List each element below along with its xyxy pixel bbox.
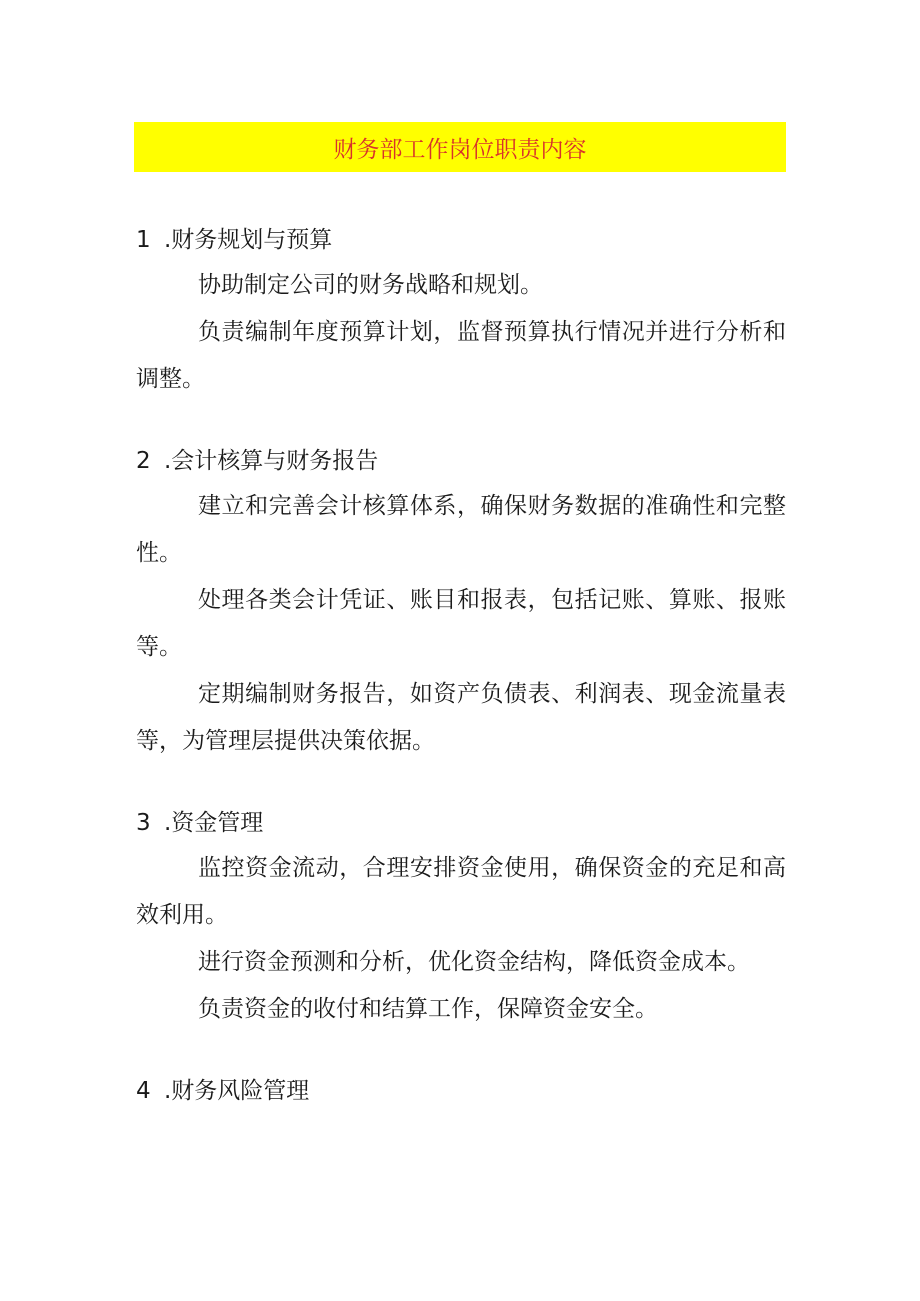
paragraph: 定期编制财务报告，如资产负债表、利润表、现金流量表等，为管理层提供决策依据。 bbox=[136, 681, 786, 754]
paragraph: 建立和完善会计核算体系，确保财务数据的准确性和完整性。 bbox=[136, 493, 786, 566]
section-number: 3 bbox=[136, 810, 151, 836]
section-heading bbox=[136, 801, 786, 845]
section-heading bbox=[136, 439, 786, 483]
section-number: 4 bbox=[136, 1078, 151, 1104]
document-body bbox=[136, 218, 786, 1149]
section-1 bbox=[136, 218, 786, 403]
section-number: 2 bbox=[136, 448, 151, 474]
section-4 bbox=[136, 1069, 786, 1113]
section-3 bbox=[136, 801, 786, 1033]
section-title: .财务风险管理 bbox=[164, 1078, 310, 1104]
paragraph: 负责资金的收付和结算工作，保障资金安全。 bbox=[198, 996, 658, 1022]
paragraph: 进行资金预测和分析，优化资金结构，降低资金成本。 bbox=[198, 949, 750, 975]
section-heading bbox=[136, 1069, 786, 1113]
document-title: 财务部工作岗位职责内容 bbox=[333, 136, 587, 163]
section-number: 1 bbox=[136, 227, 151, 253]
paragraph: 处理各类会计凭证、账目和报表，包括记账、算账、报账等。 bbox=[136, 587, 786, 660]
section-title: .资金管理 bbox=[164, 810, 264, 836]
title-banner bbox=[134, 122, 786, 172]
section-heading bbox=[136, 218, 786, 262]
paragraph: 负责编制年度预算计划，监督预算执行情况并进行分析和调整。 bbox=[136, 319, 786, 392]
paragraph: 协助制定公司的财务战略和规划。 bbox=[198, 272, 543, 298]
section-title: .财务规划与预算 bbox=[164, 227, 333, 253]
paragraph: 监控资金流动，合理安排资金使用，确保资金的充足和高效利用。 bbox=[136, 855, 786, 928]
section-2 bbox=[136, 439, 786, 765]
section-title: .会计核算与财务报告 bbox=[164, 448, 379, 474]
